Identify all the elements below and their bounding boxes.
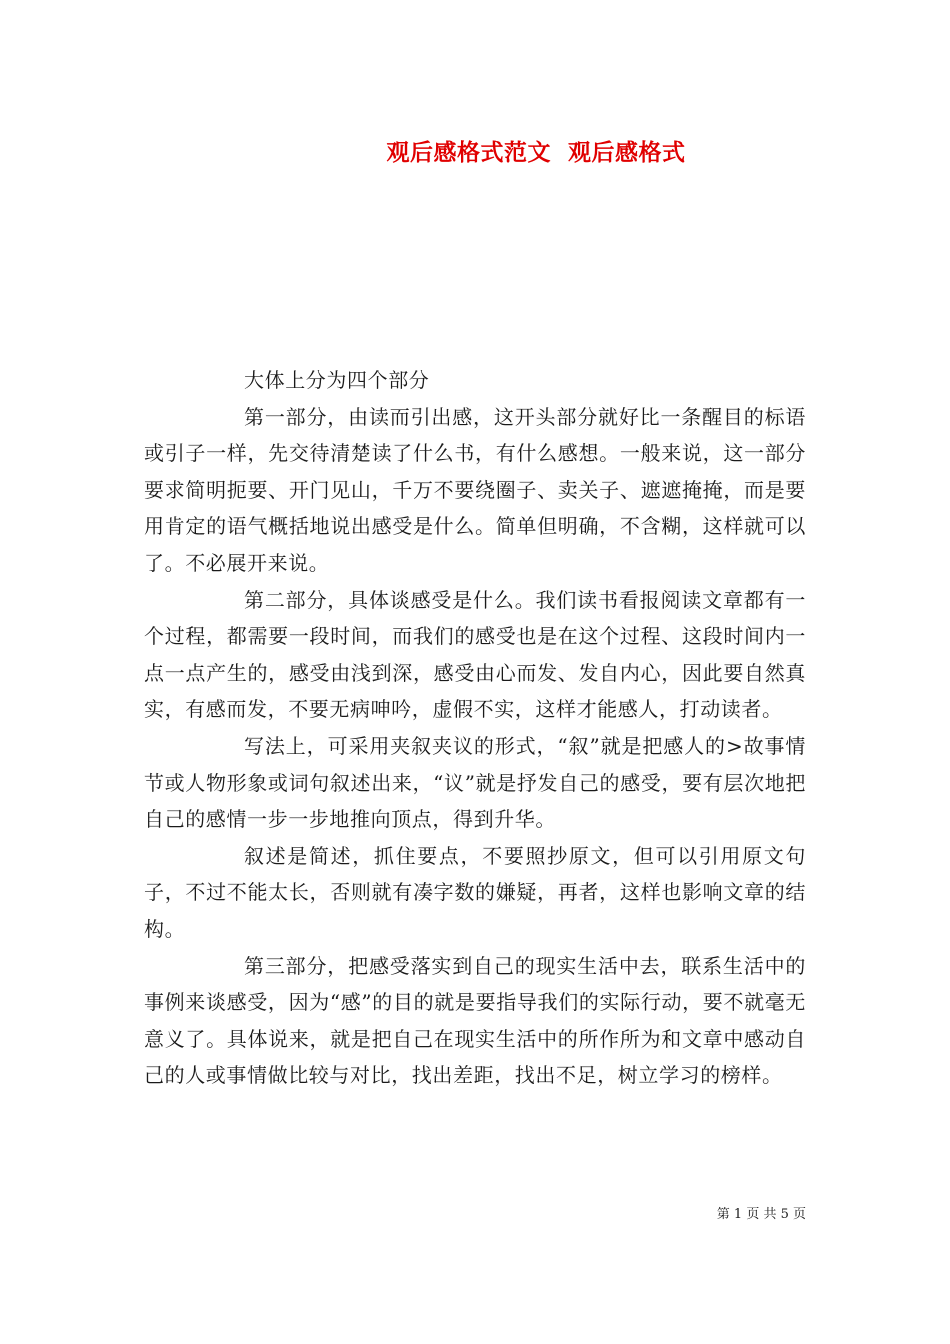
- page-number-footer: 第 1 页 共 5 页: [716, 1207, 806, 1222]
- paragraph-writing-method: 写法上，可采用夹叙夹议的形式，“叙”就是把感人的>故事情节或人物形象或词句叙述出来，“议”就是抒发自己的感受，要有层次地把自己的感情一步一步地推向顶点，得到升华。: [144, 733, 806, 832]
- paragraph-part-three: 第三部分，把感受落实到自己的现实生活中去，联系生活中的事例来谈感受，因为“感”的目的就是要指导我们的实际行动，要不就毫无意义了。具体说来，就是把自己在现实生活中的所作所为和文章中感动自己的人或事情做比较与对比，找出差距，找出不足，树立学习的榜样。: [144, 953, 806, 1088]
- paragraph-intro: 大体上分为四个部分: [244, 368, 430, 392]
- paragraph-part-one: 第一部分，由读而引出感，这开头部分就好比一条醒目的标语或引子一样，先交待清楚读了什么书，有什么感想。一般来说，这一部分要求简明扼要、开门见山，千万不要绕圈子、卖关子、遮遮掩掩，而是要用肯定的语气概括地说出感受是什么。简单但明确，不含糊，这样就可以了。不必展开来说。: [144, 404, 806, 575]
- document-title: 观后感格式范文 观后感格式: [386, 139, 686, 166]
- paragraph-part-two: 第二部分，具体谈感受是什么。我们读书看报阅读文章都有一个过程，都需要一段时间，而我们的感受也是在这个过程、这段时间内一点一点产生的，感受由浅到深，感受由心而发、发自内心，因此要自然真实，有感而发，不要无病呻吟，虚假不实，这样才能感人，打动读者。: [144, 587, 806, 722]
- document-body: [144, 362, 806, 1094]
- paragraph-narration: 叙述是简述，抓住要点，不要照抄原文，但可以引用原文句子，不过不能太长，否则就有凑字数的嫌疑，再者，这样也影响文章的结构。: [144, 843, 806, 941]
